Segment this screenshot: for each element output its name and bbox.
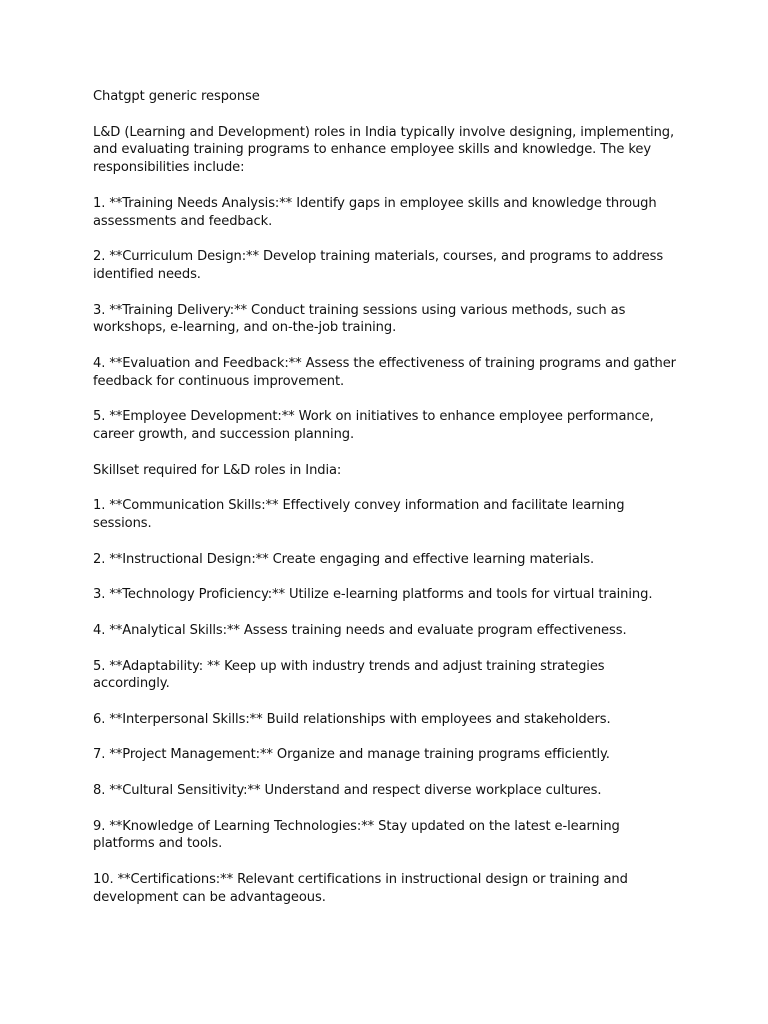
skill-item: 10. **Certifications:** Relevant certifications in instructional design or training and development can be advantageous.: [93, 872, 628, 905]
intro-paragraph: L&D (Learning and Development) roles in India typically involve designing, implementing, and evaluating training programs to enhance employee skills and knowledge. The key responsibilities include:: [93, 124, 675, 176]
skill-item: 2. **Instructional Design:** Create engaging and effective learning materials.: [93, 551, 595, 567]
document-heading: Chatgpt generic response: [93, 89, 260, 104]
responsibility-item: 4. **Evaluation and Feedback:** Assess the effectiveness of training programs and gather feedback for continuous improvement.: [93, 355, 676, 389]
skill-item: 5. **Adaptability: ** Keep up with industry trends and adjust training strategies accordingly.: [93, 658, 605, 692]
responsibility-item: 1. **Training Needs Analysis:** Identify gaps in employee skills and knowledge through assessments and feedback.: [93, 195, 657, 229]
skill-item: 7. **Project Management:** Organize and manage training programs efficiently.: [93, 747, 610, 763]
responsibility-item: 2. **Curriculum Design:** Develop training materials, courses, and programs to address identified needs.: [93, 249, 664, 282]
skill-item: 1. **Communication Skills:** Effectively convey information and facilitate learning sessions.: [93, 498, 625, 532]
skill-item: 4. **Analytical Skills:** Assess training needs and evaluate program effectiveness.: [93, 622, 627, 638]
skill-item: 6. **Interpersonal Skills:** Build relationships with employees and stakeholders.: [93, 711, 611, 727]
document-page: [93, 88, 683, 924]
responsibility-item: 5. **Employee Development:** Work on initiatives to enhance employee performance, career growth, and succession planning.: [93, 409, 654, 443]
responsibility-item: 3. **Training Delivery:** Conduct training sessions using various methods, such as workshops, e-learning, and on-the-job training.: [93, 302, 626, 336]
skills-heading: Skillset required for L&D roles in India:: [93, 462, 342, 478]
skill-item: 9. **Knowledge of Learning Technologies:** Stay updated on the latest e-learning platforms and tools.: [93, 818, 620, 852]
skill-item: 8. **Cultural Sensitivity:** Understand and respect diverse workplace cultures.: [93, 783, 602, 799]
skill-item: 3. **Technology Proficiency:** Utilize e-learning platforms and tools for virtual training.: [93, 587, 653, 603]
